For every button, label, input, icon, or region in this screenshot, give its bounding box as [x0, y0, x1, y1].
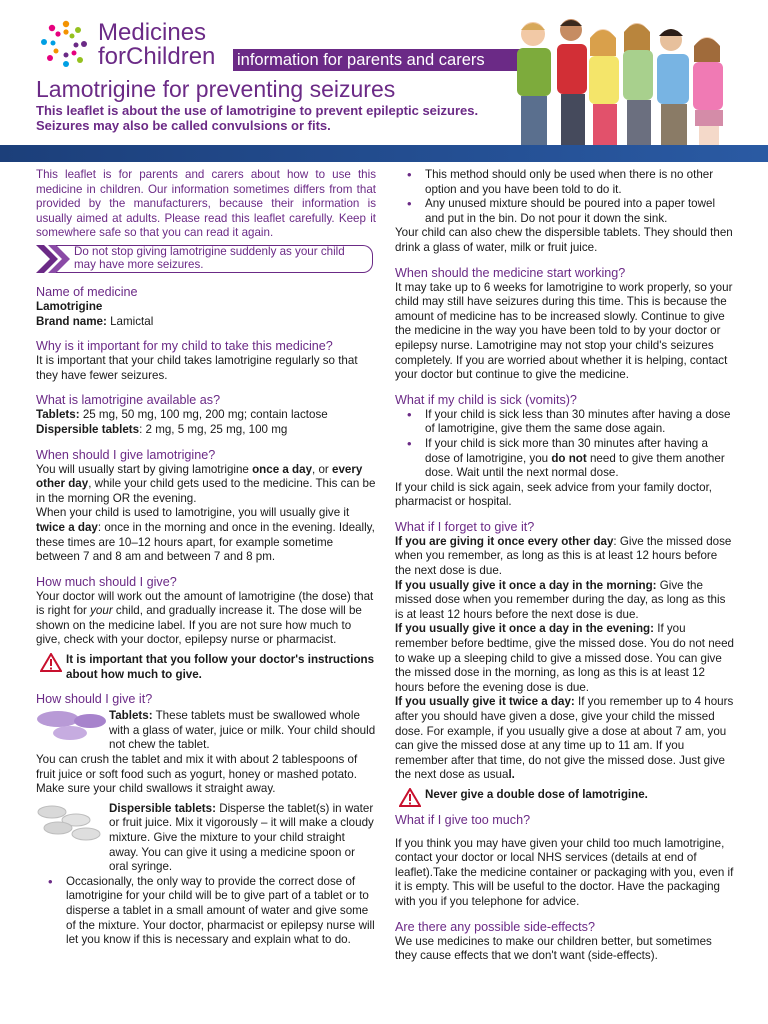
dispersible-line [36, 423, 376, 438]
header-band [0, 145, 768, 162]
how-much-text: child, and gradually increase it. The dose will be shown on the medicine label. If you are not sure how much to give, check with your doctor, epilepsy nurse or pharmacist. [36, 604, 362, 647]
page-title: Lamotrigine for preventing seizures [36, 76, 396, 102]
forget-label: If you usually give it once a day in the evening: [395, 622, 654, 636]
warning-triangle-icon [399, 788, 421, 807]
how-much-text: Your doctor will work out the amount of lamotrigine (the dose) that is right for [36, 589, 374, 618]
when-paragraph-2 [36, 506, 376, 564]
heading-name-of-medicine: Name of medicine [36, 284, 138, 299]
occasionally-list [36, 875, 376, 948]
when-text: , or [312, 462, 333, 476]
tagline-banner: information for parents and carers [233, 49, 523, 71]
warning-callout [36, 245, 376, 273]
forget-label: If you usually give it twice a day: [395, 695, 575, 709]
chew-text: Your child can also chew the dispersible tablets. They should then drink a glass of water, milk or fruit juice. [395, 226, 733, 254]
dispersible-how-label: Dispersible tablets: [109, 801, 216, 815]
forget-twice-a-day [395, 695, 735, 783]
forget-text: If you remember before bedtime, give the missed dose. You do not need to wake up a sleeping child to give a missed dose. You can give the missed dose in the morning, as long as this is at least 12 hours before the evening dose is due. [395, 622, 735, 694]
heading-forget: What if I forget to give it? [395, 519, 535, 534]
dispersible-instructions [36, 802, 376, 875]
warning-triangle-icon [40, 653, 62, 672]
every-other-day-emphasis: every other day [36, 462, 363, 491]
tablets-value: 25 mg, 50 mg, 100 mg, 200 mg; contain lactose [79, 408, 328, 422]
logo-text-medicines: Medicines [98, 19, 207, 46]
dispersible-tablets-image [36, 802, 108, 842]
forget-morning [395, 579, 735, 623]
why-text: It is important that your child takes lamotrigine regularly so that they have fewer seizures. [36, 354, 358, 382]
tablets-instructions [36, 709, 376, 753]
double-dose-alert [395, 788, 735, 803]
when-text: : once in the morning and once in the evening. Ideally, these times are 10–12 hours apart, for example sometime between 7 and 8 am and between 7 and 8 pm. [36, 520, 375, 564]
sick-text: need to give them another dose. Wait until the next normal dose. [425, 451, 725, 480]
too-much-text: If you think you may have given your child too much lamotrigine, contact your doctor or local NHS services (details at end of leaflet).Take the medicine container or packaging with you, even if it is empty. This will be useful to the doctor. Have the packaging with you if you telephone for advice. [395, 836, 734, 908]
list-item: • Occasionally, the only way to provide the correct dose of lamotrigine for your child will be to give part of a tablet or to disperse a tablet in a small amount of water and give some of the mixture. Your doctor, pharmacist or epilepsy nurse will let you know if this is necessary and explain what to do. [36, 875, 376, 948]
heading-start-working: When should the medicine start working? [395, 265, 626, 280]
forget-text: : Give the missed dose when you remember, as long as this is at least 12 hours before the next dose is due. [395, 534, 732, 578]
sick-list [395, 408, 735, 481]
start-working-text: It may take up to 6 weeks for lamotrigine to work properly, so your child may still have seizures during this time. This is because the amount of medicine has to be increased slowly. Continue to give the medicine in the way you have been told to by your doctor or epilepsy nurse. Lamotrigine may not stop your child's seizures completely. If you are worried about whether it is helping, contact your doctor but continue to give the medicine. [395, 280, 733, 382]
when-text: When your child is used to lamotrigine, you will usually give it [36, 506, 350, 520]
dose-alert [36, 653, 376, 682]
tablets-how-label: Tablets: [109, 709, 153, 723]
tablets-image [36, 709, 108, 743]
list-item [395, 437, 735, 481]
forget-text: If you remember up to 4 hours after you should have given a dose, give your child the missed dose. For example, if you usually give a dose at about 7 am, you can give the missed dose at any time up to 11 am. If you remember after that time, do not give the missed dose. Just give the next dose as usua [395, 695, 734, 782]
forget-text: Give the missed dose when you remember during the day, as long as this is at least 12 hours before the next dose is due. [395, 578, 726, 621]
right-column [395, 168, 735, 964]
method-list [395, 168, 735, 226]
heading-available-as: What is lamotrigine available as? [36, 393, 221, 408]
brand-name-label: Brand name: [36, 314, 107, 328]
sick-text: If your child is sick more than 30 minutes after having a dose of lamotrigine, you [425, 436, 708, 465]
dispersible-label: Dispersible tablets [36, 422, 140, 436]
tablets-line [36, 408, 376, 423]
how-much-paragraph [36, 590, 376, 648]
page-subtitle: This leaflet is about the use of lamotrigine to prevent epileptic seizures. Seizures may also be called convulsions or fits. [36, 103, 479, 133]
intro-paragraph: This leaflet is for parents and carers about how to use this medicine in children. Our information sometimes differs from that provided by the manufacturers, because their information is usually aimed at adults. Please read this leaflet carefully. Keep it somewhere safe so that you can read it again. [36, 168, 376, 240]
do-not-emphasis: do not [551, 451, 587, 465]
heading-sick: What if my child is sick (vomits)? [395, 392, 577, 407]
heading-too-much: What if I give too much? [395, 812, 531, 827]
when-paragraph-1 [36, 463, 376, 507]
sick-after-text: If your child is sick again, seek advice from your family doctor, pharmacist or hospital. [395, 480, 713, 509]
forget-text-end: l. [508, 768, 515, 782]
twice-a-day-emphasis: twice a day [36, 520, 98, 534]
when-text: You will usually start by giving lamotrigine [36, 462, 253, 476]
heading-when-give: When should I give lamotrigine? [36, 447, 216, 462]
forget-label: If you usually give it once a day in the morning: [395, 578, 657, 592]
dose-alert-text: It is important that you follow your doctor's instructions about how much to give. [66, 653, 375, 681]
heading-how-give: How should I give it? [36, 692, 153, 707]
once-a-day-emphasis: once a day [252, 462, 313, 476]
crush-text: You can crush the tablet and mix it with about 2 tablespoons of fruit juice or soft food such as yogurt, honey or mashed potato. Make sure your child swallows it straight away. [36, 753, 358, 796]
logo-text-for-children: forChildren [98, 43, 216, 70]
forget-label: If you are giving it once every other day [395, 534, 614, 548]
your-emphasis: your [90, 604, 113, 618]
brand-name-value: Lamictal [106, 314, 154, 328]
forget-evening [395, 622, 735, 695]
double-dose-alert-text: Never give a double dose of lamotrigine. [425, 787, 648, 801]
when-text: , while your child gets used to the medicine. This can be in the morning OR the evening. [36, 477, 376, 505]
medicine-name: Lamotrigine [36, 299, 103, 313]
tablets-how-text: These tablets must be swallowed whole with a glass of water, juice or milk. Your child should not chew the tablet. [109, 709, 376, 752]
list-item: • Any unused mixture should be poured into a paper towel and put in the bin. Do not pour it down the sink. [395, 197, 735, 226]
medicines-for-children-logo [38, 18, 238, 72]
starburst-logo-icon [38, 18, 92, 72]
list-item: • If your child is sick less than 30 minutes after having a dose of lamotrigine, give them the same dose again. [395, 408, 735, 437]
dispersible-how-text: Disperse the tablet(s) in water or fruit juice. Mix it vigorously – it will make a cloudy mixture. Give the mixture to your child straight away. You can give it using a medicine spoon or oral syringe. [109, 801, 374, 874]
tablets-label: Tablets: [36, 408, 80, 422]
side-effects-text: We use medicines to make our children better, but sometimes they cause effects that we don't want (side-effects). [395, 934, 712, 963]
left-column [36, 168, 376, 948]
brand-name-line [36, 315, 376, 330]
children-photo-image [505, 8, 741, 160]
warning-text: Do not stop giving lamotrigine suddenly as your child may have more seizures. [74, 244, 345, 271]
dispersible-value: : 2 mg, 5 mg, 25 mg, 100 mg [139, 422, 288, 436]
heading-why-important: Why is it important for my child to take this medicine? [36, 339, 333, 354]
heading-side-effects: Are there any possible side-effects? [395, 919, 595, 934]
list-item: • This method should only be used when there is no other option and you have been told to do it. [395, 168, 735, 197]
forget-every-other-day [395, 535, 735, 579]
heading-how-much: How much should I give? [36, 574, 177, 589]
